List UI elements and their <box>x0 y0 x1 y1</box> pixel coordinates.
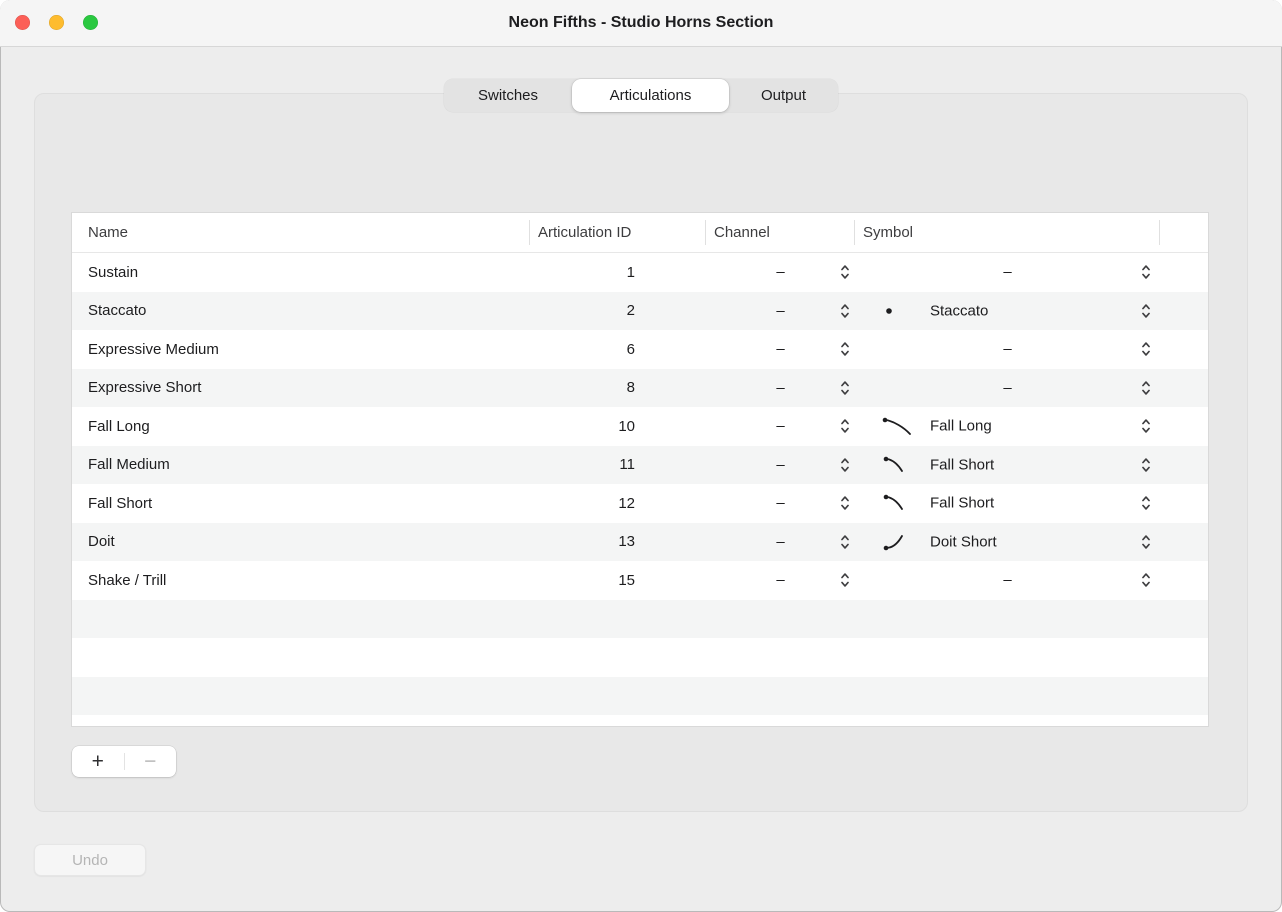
cell-spacer <box>1160 523 1208 562</box>
cell-name <box>72 330 530 369</box>
add-remove-buttons <box>72 746 176 777</box>
channel-value: – <box>776 494 785 512</box>
channel-popup[interactable] <box>706 407 855 446</box>
cell-spacer <box>1160 446 1208 485</box>
row-name-text: Fall Medium <box>88 456 170 474</box>
cell-channel <box>706 523 855 562</box>
row-name-text: Shake / Trill <box>88 571 167 589</box>
channel-value: – <box>776 417 785 435</box>
channel-popup[interactable] <box>706 446 855 485</box>
symbol-value: – <box>1003 379 1012 397</box>
titlebar <box>0 0 1282 47</box>
channel-value: – <box>776 533 785 551</box>
cell-spacer <box>1160 369 1208 408</box>
stepper-updown-icon <box>1141 572 1151 589</box>
window-title: Neon Fifths - Studio Horns Section <box>508 14 774 31</box>
cell-spacer <box>1160 330 1208 369</box>
column-header-symbol: Symbol <box>855 213 1160 252</box>
fall-short-icon <box>880 453 916 477</box>
empty-table-row <box>72 677 1208 716</box>
cell-channel <box>706 292 855 331</box>
row-articulation-id-text: 11 <box>619 456 635 474</box>
table-row[interactable] <box>72 292 1208 331</box>
cell-articulation-id <box>530 253 706 292</box>
stepper-updown-icon <box>1141 302 1151 319</box>
cell-name <box>72 561 530 600</box>
table-header <box>72 213 1208 253</box>
stepper-updown-icon <box>1141 418 1151 435</box>
row-articulation-id-text: 12 <box>618 494 635 512</box>
stepper-updown-icon <box>840 533 850 550</box>
cell-spacer <box>1160 561 1208 600</box>
symbol-value: Staccato <box>930 302 989 320</box>
row-articulation-id-text: 6 <box>626 340 635 358</box>
row-articulation-id-text: 10 <box>618 417 635 435</box>
stepper-updown-icon <box>840 456 850 473</box>
row-name-text: Fall Long <box>88 417 150 435</box>
cell-symbol <box>855 407 1160 446</box>
stepper-updown-icon <box>1141 264 1151 281</box>
cell-articulation-id <box>530 330 706 369</box>
cell-name <box>72 369 530 408</box>
cell-spacer <box>1160 407 1208 446</box>
cell-articulation-id <box>530 484 706 523</box>
column-header-spacer <box>1160 213 1208 252</box>
channel-popup[interactable] <box>706 523 855 562</box>
cell-channel <box>706 446 855 485</box>
table-row[interactable] <box>72 446 1208 485</box>
stepper-updown-icon <box>840 379 850 396</box>
stepper-updown-icon <box>840 341 850 358</box>
empty-table-row <box>72 638 1208 677</box>
table-row[interactable] <box>72 407 1208 446</box>
cell-name <box>72 523 530 562</box>
channel-popup[interactable] <box>706 561 855 600</box>
cell-channel <box>706 330 855 369</box>
empty-table-row <box>72 600 1208 639</box>
remove-row-button[interactable]: − <box>125 747 177 776</box>
table-row[interactable] <box>72 523 1208 562</box>
symbol-value: – <box>1003 571 1012 589</box>
undo-button[interactable]: Undo <box>34 844 146 876</box>
cell-articulation-id <box>530 561 706 600</box>
cell-channel <box>706 407 855 446</box>
stepper-updown-icon <box>840 572 850 589</box>
channel-popup[interactable] <box>706 292 855 331</box>
channel-value: – <box>776 571 785 589</box>
symbol-value: Fall Short <box>930 456 995 474</box>
tab-output[interactable]: Output <box>760 87 807 104</box>
column-header-channel: Channel <box>706 213 855 252</box>
symbol-popup[interactable] <box>855 484 1160 523</box>
cell-symbol <box>855 369 1160 408</box>
symbol-popup[interactable] <box>855 253 1160 292</box>
row-name-text: Doit <box>88 533 115 551</box>
symbol-value: – <box>1003 340 1012 358</box>
channel-popup[interactable] <box>706 369 855 408</box>
channel-value: – <box>776 263 785 281</box>
cell-articulation-id <box>530 407 706 446</box>
fall-long-icon <box>880 414 916 438</box>
cell-spacer <box>1160 484 1208 523</box>
cell-spacer <box>1160 253 1208 292</box>
cell-name <box>72 446 530 485</box>
row-articulation-id-text: 13 <box>618 533 635 551</box>
stepper-updown-icon <box>1141 533 1151 550</box>
stepper-updown-icon <box>1141 341 1151 358</box>
channel-popup[interactable] <box>706 330 855 369</box>
stepper-updown-icon <box>840 264 850 281</box>
symbol-popup[interactable] <box>855 446 1160 485</box>
cell-symbol <box>855 253 1160 292</box>
stepper-updown-icon <box>840 302 850 319</box>
column-header-articulation-id: Articulation ID <box>530 213 706 252</box>
table-row[interactable] <box>72 484 1208 523</box>
add-row-button[interactable]: + <box>72 747 124 776</box>
channel-value: – <box>776 379 785 397</box>
cell-channel <box>706 253 855 292</box>
symbol-value: Fall Long <box>930 417 992 435</box>
table-row[interactable] <box>72 253 1208 292</box>
symbol-popup[interactable] <box>855 369 1160 408</box>
symbol-popup[interactable] <box>855 561 1160 600</box>
cell-articulation-id <box>530 369 706 408</box>
symbol-popup[interactable] <box>855 292 1160 331</box>
cell-channel <box>706 369 855 408</box>
channel-popup[interactable] <box>706 484 855 523</box>
symbol-popup[interactable] <box>855 407 1160 446</box>
channel-value: – <box>776 456 785 474</box>
cell-symbol <box>855 330 1160 369</box>
cell-symbol <box>855 292 1160 331</box>
table-row[interactable] <box>72 369 1208 408</box>
tab-articulations[interactable]: Articulations <box>572 79 729 112</box>
channel-value: – <box>776 340 785 358</box>
cell-articulation-id <box>530 446 706 485</box>
channel-popup[interactable] <box>706 253 855 292</box>
stepper-updown-icon <box>1141 495 1151 512</box>
empty-table-row <box>72 715 1208 726</box>
row-name-text: Expressive Short <box>88 379 202 397</box>
table-row[interactable] <box>72 561 1208 600</box>
symbol-value: Doit Short <box>930 533 997 551</box>
symbol-value: – <box>1003 263 1012 281</box>
cell-symbol <box>855 446 1160 485</box>
tab-bar <box>444 79 838 112</box>
doit-icon <box>880 530 916 554</box>
row-name-text: Sustain <box>88 263 139 281</box>
cell-name <box>72 484 530 523</box>
cell-channel <box>706 561 855 600</box>
row-name-text: Staccato <box>88 302 147 320</box>
cell-name <box>72 407 530 446</box>
tab-switches[interactable]: Switches <box>477 87 539 104</box>
row-articulation-id-text: 1 <box>626 263 635 281</box>
cell-spacer <box>1160 292 1208 331</box>
stepper-updown-icon <box>1141 456 1151 473</box>
column-header-name: Name <box>72 213 530 252</box>
stepper-updown-icon <box>840 418 850 435</box>
cell-name <box>72 253 530 292</box>
row-articulation-id-text: 2 <box>626 302 635 320</box>
row-articulation-id-text: 15 <box>618 571 635 589</box>
table-body <box>72 253 1208 726</box>
cell-articulation-id <box>530 292 706 331</box>
cell-symbol <box>855 561 1160 600</box>
cell-symbol <box>855 523 1160 562</box>
row-name-text: Expressive Medium <box>88 340 219 358</box>
symbol-popup[interactable] <box>855 523 1160 562</box>
cell-channel <box>706 484 855 523</box>
symbol-value: Fall Short <box>930 494 995 512</box>
stepper-updown-icon <box>1141 379 1151 396</box>
cell-articulation-id <box>530 523 706 562</box>
cell-symbol <box>855 484 1160 523</box>
staccato-dot-icon <box>880 299 916 323</box>
table-row[interactable] <box>72 330 1208 369</box>
channel-value: – <box>776 302 785 320</box>
fall-short-icon <box>880 491 916 515</box>
row-name-text: Fall Short <box>88 494 153 512</box>
stepper-updown-icon <box>840 495 850 512</box>
articulations-table <box>72 213 1208 726</box>
symbol-popup[interactable] <box>855 330 1160 369</box>
cell-name <box>72 292 530 331</box>
row-articulation-id-text: 8 <box>626 379 635 397</box>
